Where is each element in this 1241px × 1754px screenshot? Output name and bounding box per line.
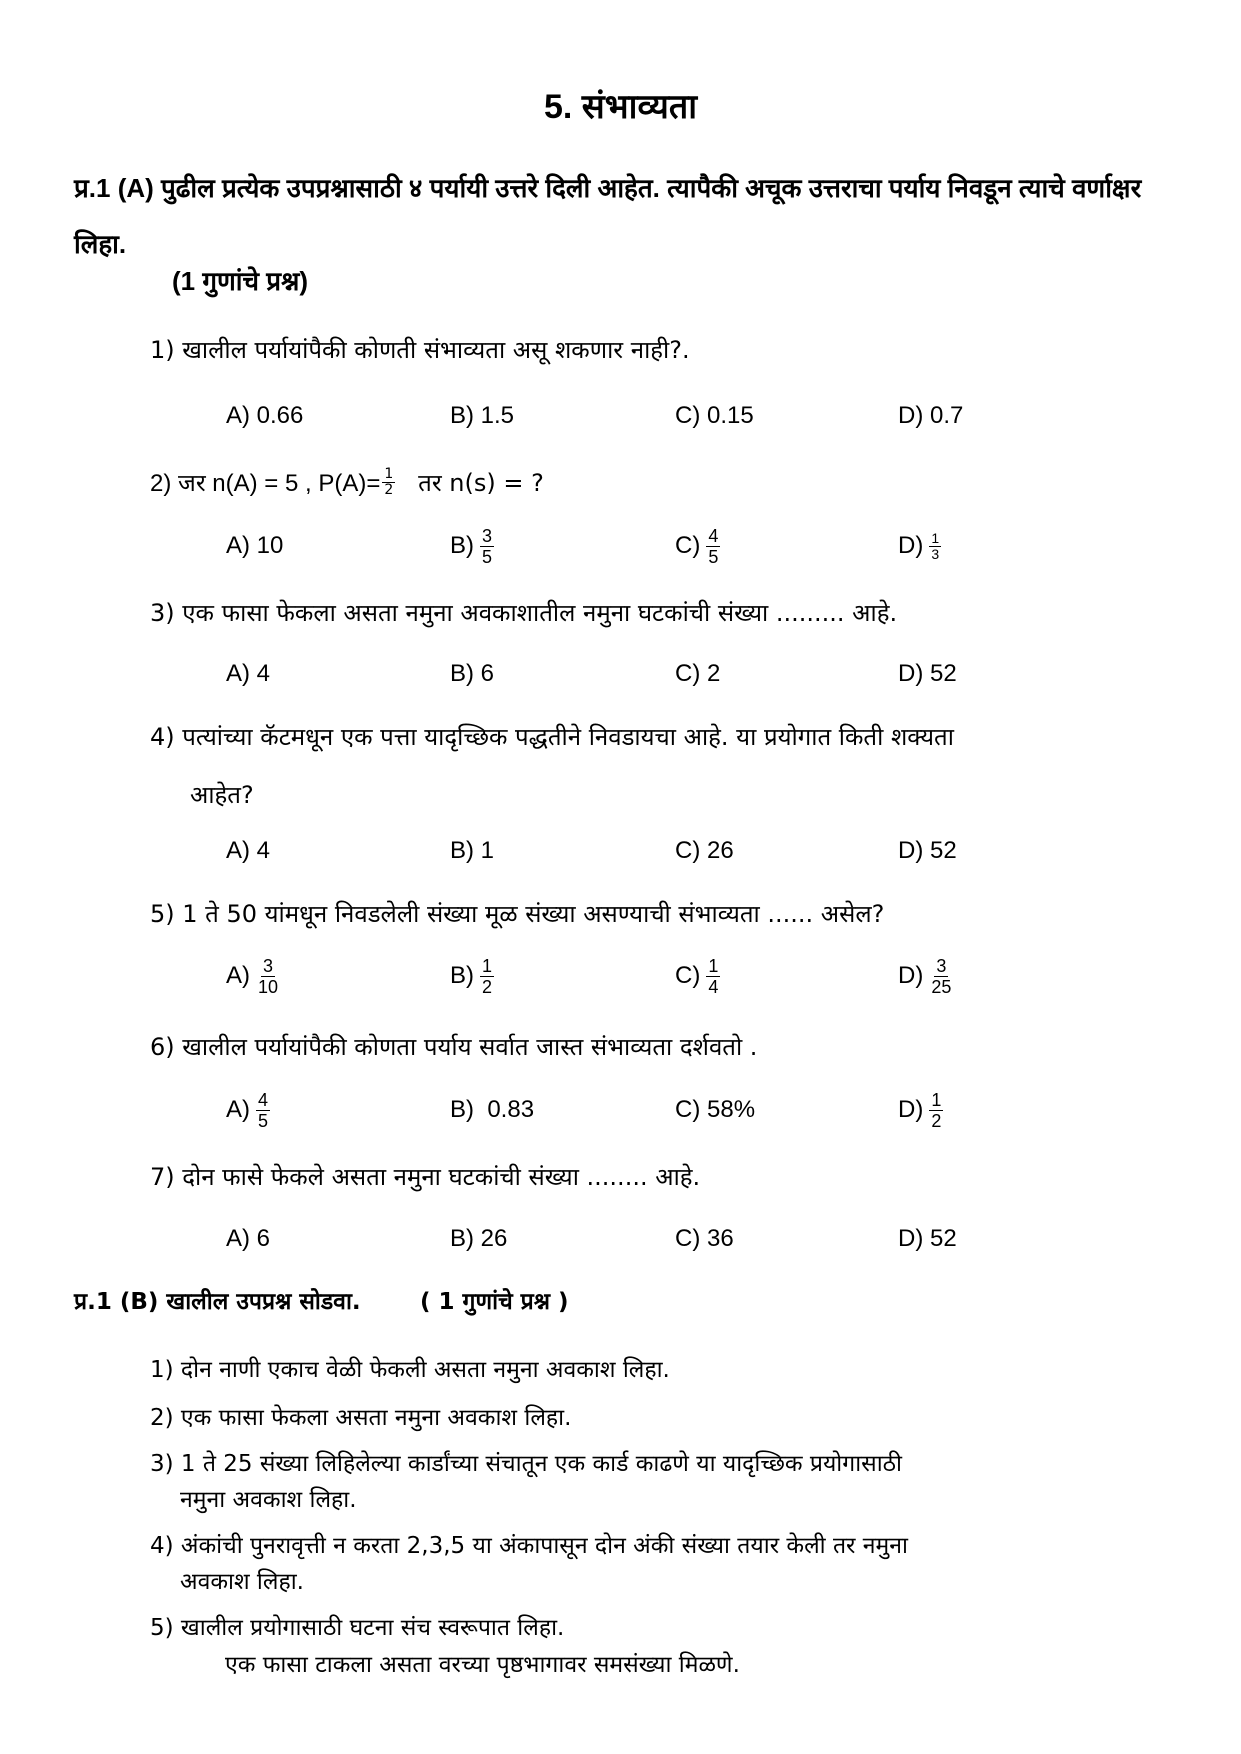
section-b-marks: ( 1 गुणांचे प्रश्न )	[420, 1289, 569, 1315]
q2-option-d-num: 1	[931, 529, 940, 546]
section-b-question-5-continued: एक फासा टाकला असता वरच्या पृष्ठभागावर समसंख्या मिळणे.	[225, 1652, 740, 1678]
q5-option-b-num: 1	[482, 955, 493, 976]
question-6: 6) खालील पर्यायांपैकी कोणता पर्याय सर्वात जास्त संभाव्यता दर्शवतो .	[150, 1033, 758, 1061]
q5-option-a-num: 3	[263, 955, 274, 976]
q2-option-c-fraction	[706, 526, 720, 567]
q7-option-c: C) 36	[675, 1225, 734, 1252]
q6-option-d-fraction	[929, 1090, 943, 1131]
q2-option-b-label: B)	[450, 532, 474, 559]
q1-option-a: A) 0.66	[226, 402, 304, 429]
q5-option-a-fraction	[256, 956, 280, 997]
section-b-question-5: 5) खालील प्रयोगासाठी घटना संच स्वरूपात लिहा.	[150, 1615, 565, 1641]
q2-option-c-label: C)	[675, 532, 701, 559]
q6-option-d-label: D)	[898, 1096, 924, 1123]
q6-option-d	[898, 1090, 943, 1130]
question-4-continued: आहेत?	[190, 781, 254, 809]
q2-option-d-den: 3	[931, 545, 940, 562]
q4-option-c: C) 26	[675, 837, 734, 864]
section-b-question-1: 1) दोन नाणी एकाच वेळी फेकली असता नमुना अवकाश लिहा.	[150, 1357, 670, 1383]
section-b-question-3-continued: नमुना अवकाश लिहा.	[180, 1487, 357, 1513]
q7-option-b: B) 26	[450, 1225, 508, 1252]
q2-option-b-den: 5	[482, 546, 493, 567]
question-5: 5) 1 ते 50 यांमधून निवडलेली संख्या मूळ संख्या असण्याची संभाव्यता ...... असेल?	[150, 900, 885, 928]
q5-option-c-den: 4	[708, 976, 719, 997]
q1-option-d: D) 0.7	[898, 402, 964, 429]
q2-option-c-num: 4	[708, 525, 719, 546]
q6-option-c	[675, 1090, 755, 1130]
q2-option-a-label: A) 10	[226, 532, 284, 559]
q3-option-d: D) 52	[898, 660, 957, 687]
question-3: 3) एक फासा फेकला असता नमुना अवकाशातील नमुना घटकांची संख्या ......... आहे.	[150, 599, 898, 627]
q2-option-c	[675, 526, 720, 566]
q2-option-d	[898, 526, 941, 566]
q6-option-d-num: 1	[931, 1089, 942, 1110]
q5-option-b	[450, 956, 494, 996]
q5-option-b-label: B)	[450, 962, 474, 989]
section-b-question-4: 4) अंकांची पुनरावृत्ती न करता 2,3,5 या अंकापासून दोन अंकी संख्या तयार केली तर नमुना	[150, 1533, 909, 1559]
q5-option-d-num: 3	[936, 955, 947, 976]
q2-option-d-fraction	[929, 531, 941, 562]
q5-option-d-fraction	[929, 956, 953, 997]
section-b-question-3: 3) 1 ते 25 संख्या लिहिलेल्या कार्डांच्या संचातून एक कार्ड काढणे या यादृच्छिक प्रयोगासाठी	[150, 1451, 902, 1477]
q1-option-c: C) 0.15	[675, 402, 754, 429]
q5-option-c	[675, 956, 720, 996]
question-4: 4) पत्यांच्या कॅटमधून एक पत्ता यादृच्छिक पद्धतीने निवडायचा आहे. या प्रयोगात किती शक्यता	[150, 723, 954, 751]
q2-option-b-num: 3	[482, 525, 493, 546]
q2-option-a	[226, 526, 283, 566]
q6-option-a-fraction	[256, 1090, 270, 1131]
q6-option-c-label: C) 58%	[675, 1096, 756, 1123]
page-title: 5. संभाव्यता	[543, 88, 698, 126]
q5-option-b-fraction	[480, 956, 494, 997]
q6-option-a-label: A)	[226, 1096, 250, 1123]
q5-option-c-label: C)	[675, 962, 701, 989]
section-b-heading: प्र.1 (B) खालील उपप्रश्न सोडवा.	[74, 1289, 361, 1315]
q5-option-c-fraction	[706, 956, 720, 997]
q2-option-b	[450, 526, 494, 566]
q2-fraction-den: 2	[384, 482, 394, 498]
q2-text-pre: 2) जर n(A) = 5 , P(A)=	[150, 470, 381, 497]
q2-option-d-label: D)	[898, 532, 924, 559]
q4-option-b: B) 1	[450, 837, 495, 864]
q7-option-d: D) 52	[898, 1225, 957, 1252]
question-7: 7) दोन फासे फेकले असता नमुना घटकांची संख्या ........ आहे.	[150, 1163, 701, 1191]
q5-option-a-den: 10	[258, 976, 279, 997]
section-b-question-2: 2) एक फासा फेकला असता नमुना अवकाश लिहा.	[150, 1405, 572, 1431]
q2-fraction	[382, 467, 395, 498]
q4-option-d: D) 52	[898, 837, 957, 864]
q5-option-a-label: A)	[226, 962, 250, 989]
question-2	[150, 466, 544, 499]
q5-option-b-den: 2	[482, 976, 493, 997]
q2-text-post: तर n(s) = ?	[395, 469, 544, 497]
section-a-heading: प्र.1 (A) पुढील प्रत्येक उपप्रश्नासाठी ४ पर्यायी उत्तरे दिली आहेत. त्यापैकी अचूक उत्तराचा पर्याय निवडून त्याचे वर्णाक्षर लिहा.	[74, 173, 1142, 259]
section-b-question-4-continued: अवकाश लिहा.	[180, 1569, 304, 1595]
section-a-marks: (1 गुणांचे प्रश्न)	[172, 266, 309, 296]
q3-option-c: C) 2	[675, 660, 721, 687]
q6-option-a	[226, 1090, 270, 1130]
q6-option-a-num: 4	[258, 1089, 269, 1110]
q1-option-b: B) 1.5	[450, 402, 515, 429]
q7-option-a: A) 6	[226, 1225, 271, 1252]
q2-option-c-den: 5	[708, 546, 719, 567]
q5-option-d-den: 25	[931, 976, 952, 997]
q6-option-a-den: 5	[258, 1110, 269, 1131]
question-1: 1) खालील पर्यायांपैकी कोणती संभाव्यता असू शकणार नाही?.	[150, 336, 690, 364]
q6-option-d-den: 2	[931, 1110, 942, 1131]
q5-option-a	[226, 956, 280, 996]
q2-option-b-fraction	[480, 526, 494, 567]
q6-option-b-label: B) 0.83	[450, 1096, 535, 1123]
q6-option-b	[450, 1090, 534, 1130]
q5-option-d	[898, 956, 953, 996]
q4-option-a: A) 4	[226, 837, 271, 864]
q5-option-c-num: 1	[708, 955, 719, 976]
q5-option-d-label: D)	[898, 962, 924, 989]
q2-fraction-num: 1	[384, 466, 394, 482]
q3-option-a: A) 4	[226, 660, 271, 687]
q3-option-b: B) 6	[450, 660, 495, 687]
